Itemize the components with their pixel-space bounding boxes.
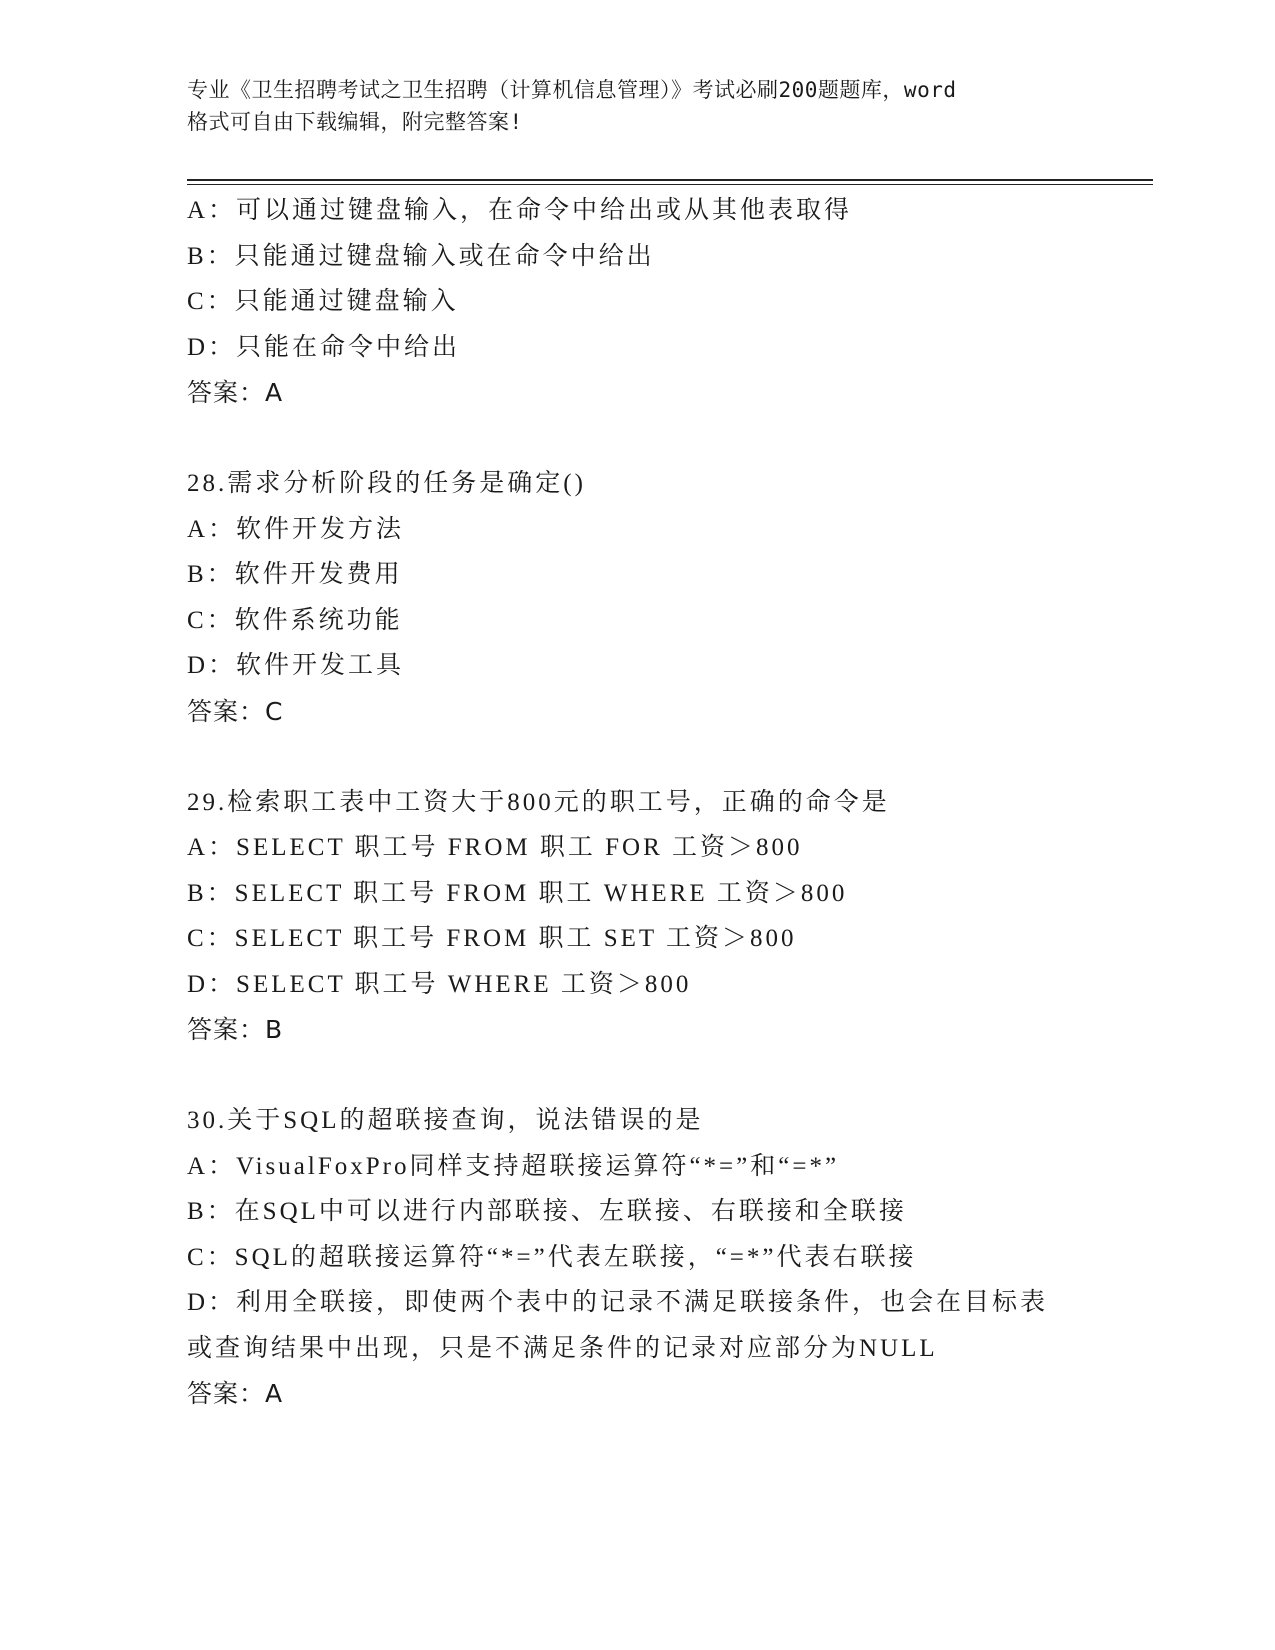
option-b: B：软件开发费用 [187, 561, 403, 588]
question-list [187, 188, 1087, 1417]
option-a: A：SELECT 职工号 FROM 职工 FOR 工资＞800 [187, 834, 803, 861]
option-c: C：SQL的超联接运算符“*=”代表左联接，“=*”代表右联接 [187, 1243, 917, 1271]
option-d: D：只能在命令中给出 [187, 333, 461, 361]
option-b: B：在SQL中可以进行内部联接、左联接、右联接和全联接 [187, 1198, 907, 1225]
header-divider-thick [187, 179, 1153, 181]
option-c: C：软件系统功能 [187, 606, 403, 634]
spacer [187, 1053, 1087, 1099]
option-a: A：VisualFoxPro同样支持超联接运算符“*=”和“=*” [187, 1152, 840, 1180]
spacer [187, 416, 1087, 462]
question-stem: 28.需求分析阶段的任务是确定() [187, 470, 586, 497]
question-stem: 30.关于SQL的超联接查询，说法错误的是 [187, 1107, 704, 1134]
option-a: A：软件开发方法 [187, 515, 405, 543]
option-d: D：SELECT 职工号 WHERE 工资＞800 [187, 970, 692, 998]
question-30 [187, 1098, 1087, 1417]
question-27-continued [187, 188, 1087, 416]
answer-line: 答案：A [187, 1379, 284, 1408]
header-divider-thin [187, 184, 1153, 185]
option-b: B：只能通过键盘输入或在命令中给出 [187, 242, 655, 270]
option-a: A：可以通过键盘输入，在命令中给出或从其他表取得 [187, 197, 853, 224]
header-line-2: 格式可自由下载编辑，附完整答案! [187, 110, 523, 134]
question-28 [187, 461, 1087, 734]
answer-line: 答案：A [187, 378, 284, 407]
question-29 [187, 780, 1087, 1053]
option-d-continued: 或查询结果中出现，只是不满足条件的记录对应部分为NULL [187, 1334, 938, 1362]
answer-line: 答案：C [187, 696, 284, 726]
option-c: C：SELECT 职工号 FROM 职工 SET 工资＞800 [187, 925, 797, 952]
option-d: D：利用全联接，即使两个表中的记录不满足联接条件，也会在目标表 [187, 1289, 1049, 1316]
header-line-1: 专业《卫生招聘考试之卫生招聘（计算机信息管理）》考试必刷200题题库，word [187, 78, 957, 102]
question-stem: 29.检索职工表中工资大于800元的职工号，正确的命令是 [187, 788, 890, 816]
document-header [187, 74, 1087, 138]
option-b: B：SELECT 职工号 FROM 职工 WHERE 工资＞800 [187, 879, 848, 907]
answer-line: 答案：B [187, 1015, 284, 1044]
option-d: D：软件开发工具 [187, 652, 405, 679]
option-c: C：只能通过键盘输入 [187, 288, 459, 315]
spacer [187, 734, 1087, 780]
